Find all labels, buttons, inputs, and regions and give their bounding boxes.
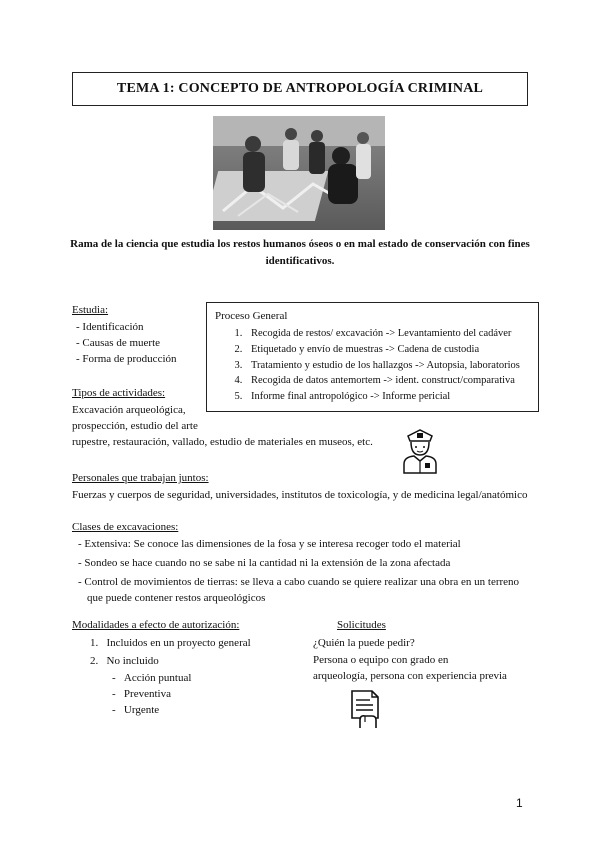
page-title: TEMA 1: CONCEPTO DE ANTROPOLOGÍA CRIMINAL — [72, 72, 528, 106]
list-item: - Acción puntual — [112, 672, 192, 684]
list-item: - Forma de producción — [76, 353, 177, 365]
estudia-heading: Estudia: — [72, 304, 109, 316]
forensic-excavation-photo — [213, 116, 385, 230]
solicitudes-line: Persona o equipo con grado en — [313, 654, 449, 666]
list-item: - Control de movimientos de tierras: se lleva a cabo cuando se quiere realizar una obra en un terreno — [78, 576, 520, 588]
tipos-line: Excavación arqueológica, — [72, 404, 186, 416]
list-item: 1. Incluidos en un proyecto general — [90, 637, 251, 649]
estudia-list — [76, 319, 177, 367]
list-item: - Causas de muerte — [76, 337, 161, 349]
definition-text: Rama de la ciencia que estudia los restos humanos óseos o en mal estado de conservación con fines identificativos. — [70, 238, 530, 267]
clases-heading: Clases de excavaciones: — [72, 521, 179, 533]
solicitudes-heading: Solicitudes — [337, 619, 386, 631]
document-hand-icon — [346, 688, 384, 730]
clases-list — [78, 536, 548, 606]
proceso-general-box — [206, 302, 539, 412]
list-item: 1. Recogida de restos/ excavación -> Levantamiento del cadáver — [245, 326, 530, 342]
tipos-heading: Tipos de actividades: — [72, 387, 166, 399]
list-item: 4. Recogida de datos antemortem -> ident. construct/comparativa — [245, 373, 530, 389]
list-item: 2. Etiquetado y envío de muestras -> Cadena de custodia — [245, 342, 530, 358]
solicitudes-line: ¿Quién la puede pedir? — [313, 637, 415, 649]
proceso-steps — [215, 326, 530, 405]
list-item: 3. Tratamiento y estudio de los hallazgos -> Autopsia, laboratorios — [245, 358, 530, 374]
list-item: 2. No incluido — [90, 655, 159, 667]
modalidades-heading: Modalidades a efecto de autorización: — [72, 619, 240, 631]
tipos-line: rupestre, restauración, vallado, estudio de materiales en museos, etc. — [72, 436, 373, 448]
list-item: - Sondeo se hace cuando no se sabe ni la cantidad ni la extensión de la zona afectada — [78, 557, 451, 569]
police-officer-icon — [400, 428, 440, 474]
list-item: - Urgente — [112, 704, 160, 716]
list-item: 5. Informe final antropológico -> Informe pericial — [245, 389, 530, 405]
list-item: que puede contener restos arqueológicos — [87, 592, 266, 604]
solicitudes-line: arqueología, persona con experiencia previa — [313, 670, 507, 682]
personales-heading: Personales que trabajan juntos: — [72, 472, 209, 484]
list-item: - Extensiva: Se conoce las dimensiones de la fosa y se interesa recoger todo el material — [78, 538, 461, 550]
proceso-heading: Proceso General — [215, 310, 288, 322]
personales-text: Fuerzas y cuerpos de seguridad, universidades, institutos de toxicología, y de medicina legal/anatómico — [72, 489, 528, 501]
list-item: - Preventiva — [112, 688, 171, 700]
page-number: 1 — [516, 796, 523, 810]
list-item: - Identificación — [76, 321, 144, 333]
tipos-line: prospección, estudio del arte — [72, 420, 198, 432]
